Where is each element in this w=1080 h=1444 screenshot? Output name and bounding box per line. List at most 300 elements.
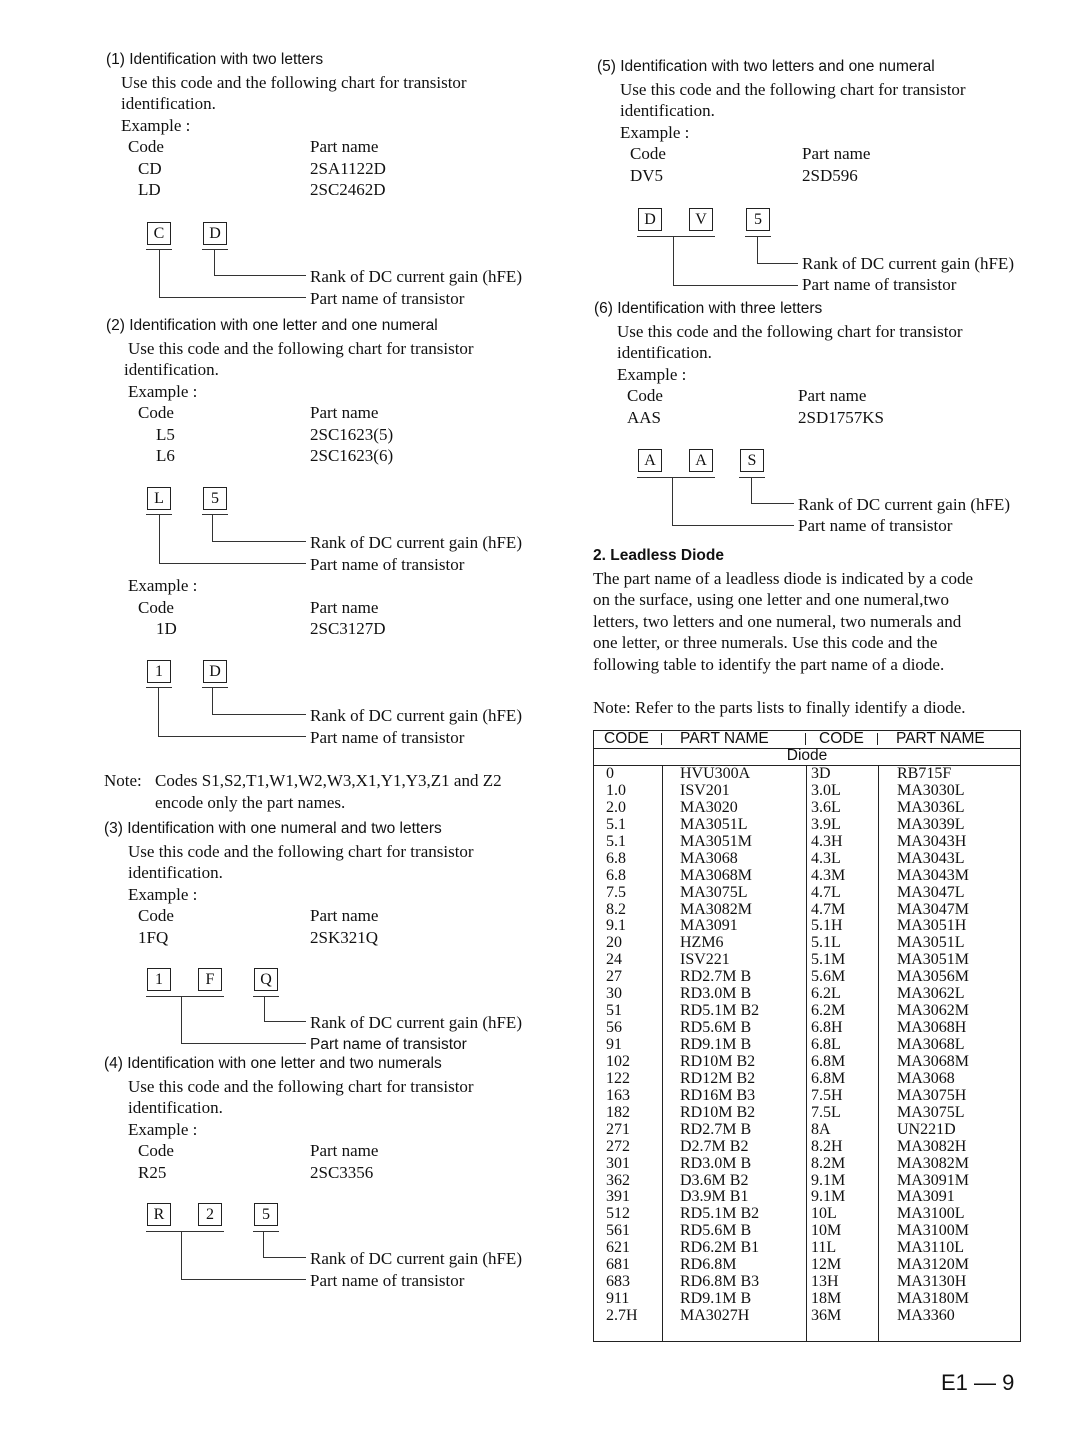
example-label: Example : <box>128 382 198 401</box>
code-box: D <box>638 208 662 231</box>
example-label: Example : <box>128 885 198 904</box>
rank-label: Rank of DC current gain (hFE) <box>310 533 522 552</box>
part-name-cell: MA3051M <box>897 951 970 969</box>
section-heading: (5) Identification with two letters and one numeral <box>597 58 935 75</box>
part-name-cell: MA3091M <box>897 1171 970 1189</box>
part-name-cell: RD5.1M B2 <box>680 1205 760 1223</box>
code-cell: 5.1 <box>606 832 626 850</box>
example-code: DV5 <box>630 166 664 185</box>
table-row <box>594 1053 1020 1070</box>
underline <box>146 1231 224 1232</box>
part-name-cell: MA3091 <box>897 1188 955 1206</box>
part-name-cell: MA3068 <box>680 849 738 867</box>
code-cell: 10M <box>811 1222 842 1240</box>
paragraph-line: on the surface, using one letter and one numeral,two <box>593 590 949 609</box>
example-code: 1FQ <box>138 928 169 947</box>
part-name-cell: MA3120M <box>897 1256 970 1274</box>
connector-line <box>212 515 213 542</box>
part-name-cell: HVU300A <box>680 765 751 782</box>
rank-label: Rank of DC current gain (hFE) <box>310 267 522 286</box>
example-code: LD <box>138 180 161 199</box>
part-name-cell: MA3047L <box>897 883 965 901</box>
part-name-cell: D3.6M B2 <box>680 1171 749 1189</box>
part-name-cell: MA3360 <box>897 1307 955 1324</box>
example-label: Example : <box>620 123 690 142</box>
code-header: Code <box>138 403 174 422</box>
part-name-cell: RD6.2M B1 <box>680 1239 760 1257</box>
code-cell: 20 <box>606 934 622 952</box>
part-name-cell: MA3075L <box>680 883 748 901</box>
example-part: 2SC2462D <box>310 180 386 199</box>
code-cell: 10L <box>811 1205 837 1223</box>
part-name-cell: MA3030L <box>897 781 965 799</box>
table-row <box>594 1002 1020 1019</box>
code-cell: 8.2 <box>606 900 626 918</box>
part-name-cell: MA3043L <box>897 849 965 867</box>
underline <box>253 1231 279 1232</box>
rank-label: Rank of DC current gain (hFE) <box>310 1013 522 1032</box>
code-cell: 182 <box>606 1103 630 1121</box>
section-text: identification. <box>124 360 219 379</box>
code-cell: 7.5H <box>811 1086 843 1104</box>
example-code: CD <box>138 159 162 178</box>
code-cell: 24 <box>606 951 622 969</box>
code-box: 5 <box>746 208 770 231</box>
part-name-cell: RD9.1M B <box>680 1036 752 1053</box>
connector-line <box>181 1043 306 1044</box>
code-box: A <box>638 449 662 472</box>
example-part: 2SC3356 <box>310 1163 374 1182</box>
code-cell: 3.6L <box>811 798 841 816</box>
connector-line <box>264 1021 306 1022</box>
code-box: A <box>689 449 713 472</box>
underline <box>637 236 715 237</box>
table-row <box>594 1019 1020 1036</box>
part-name-cell: RD3.0M B <box>680 985 752 1003</box>
table-row <box>594 1172 1020 1189</box>
underline <box>637 477 715 478</box>
part-name-cell: RD2.7M B <box>680 968 752 986</box>
part-name-cell: MA3051L <box>680 815 748 833</box>
part-name-cell: MA3056M <box>897 968 970 986</box>
section-text: Use this code and the following chart for transistor <box>128 842 474 861</box>
code-cell: 102 <box>606 1052 630 1070</box>
part-header: Part name <box>798 386 867 405</box>
code-cell: 272 <box>606 1137 630 1155</box>
example-label: Example : <box>617 365 687 384</box>
part-name-cell: MA3068M <box>897 1052 970 1070</box>
code-header: Code <box>138 906 174 925</box>
example-part: 2SD1757KS <box>798 408 884 427</box>
table-row <box>594 1138 1020 1155</box>
part-name-cell: MA3051H <box>897 917 967 935</box>
paragraph-line: following table to identify the part name of a diode. <box>593 655 945 674</box>
connector-line <box>212 541 306 542</box>
part-name-cell: MA3110L <box>897 1239 964 1257</box>
note-label: Note: <box>104 771 142 790</box>
part-header: Part name <box>310 906 379 925</box>
section-heading: (1) Identification with two letters <box>106 51 324 68</box>
example-label: Example : <box>128 1120 198 1139</box>
code-cell: 6.8 <box>606 849 626 867</box>
code-box: 1 <box>147 660 171 683</box>
code-header: Code <box>630 144 666 163</box>
code-cell: 3.0L <box>811 781 841 799</box>
part-name-cell: RD2.7M B <box>680 1120 752 1138</box>
header-divider <box>661 733 662 745</box>
underline <box>253 996 279 997</box>
underline <box>146 996 224 997</box>
table-row <box>594 1239 1020 1256</box>
code-box: S <box>740 449 764 472</box>
rank-label: Rank of DC current gain (hFE) <box>798 495 1010 514</box>
part-name-cell: RD6.8M B3 <box>680 1273 760 1291</box>
header-divider <box>805 733 806 745</box>
part-name-cell: MA3082H <box>897 1137 967 1155</box>
part-name-cell: MA3075H <box>897 1086 967 1104</box>
example-part: 2SA1122D <box>310 159 386 178</box>
section-text: identification. <box>128 863 223 882</box>
part-name-cell: D3.9M B1 <box>680 1188 749 1206</box>
connector-line <box>751 478 752 504</box>
table-row <box>594 833 1020 850</box>
code-cell: 5.1M <box>811 951 846 969</box>
code-cell: 9.1M <box>811 1188 846 1206</box>
part-name-cell: RD9.1M B <box>680 1290 752 1308</box>
code-cell: 4.3L <box>811 849 841 867</box>
connector-line <box>159 563 306 564</box>
code-cell: 681 <box>606 1256 630 1274</box>
part-name-cell: RD12M B2 <box>680 1069 756 1087</box>
table-row <box>594 1087 1020 1104</box>
example-part: 2SC1623(5) <box>310 425 394 444</box>
code-box: F <box>198 968 222 991</box>
column-header: PART NAME <box>896 730 985 747</box>
example-code: 1D <box>156 619 177 638</box>
example-label: Example : <box>128 576 198 595</box>
code-cell: 4.7M <box>811 900 846 918</box>
section-text: Use this code and the following chart for transistor <box>128 1077 474 1096</box>
code-cell: 391 <box>606 1188 630 1206</box>
part-header: Part name <box>310 598 379 617</box>
part-name-cell: MA3027H <box>680 1307 750 1324</box>
page-number: E1 — 9 <box>941 1370 1015 1395</box>
example-code: L6 <box>156 446 175 465</box>
code-cell: 18M <box>811 1290 842 1308</box>
example-label: Example : <box>121 116 191 135</box>
part-name-cell: ISV221 <box>680 951 730 969</box>
table-row <box>594 951 1020 968</box>
part-name-cell: MA3062L <box>897 985 965 1003</box>
code-cell: 621 <box>606 1239 630 1257</box>
section-text: identification. <box>128 1098 223 1117</box>
code-cell: 2.7H <box>606 1307 638 1324</box>
table-row <box>594 799 1020 816</box>
section-text: Use this code and the following chart for transistor <box>620 80 966 99</box>
connector-line <box>181 1232 182 1280</box>
part-name-cell: UN221D <box>897 1120 956 1138</box>
section-heading: (4) Identification with one letter and two numerals <box>104 1055 442 1072</box>
part-name-cell: MA3130H <box>897 1273 967 1291</box>
section-text: Use this code and the following chart for transistor <box>121 73 467 92</box>
connector-line <box>214 275 306 276</box>
code-cell: 4.3H <box>811 832 843 850</box>
code-cell: 1.0 <box>606 781 626 799</box>
connector-line <box>181 997 182 1044</box>
code-cell: 27 <box>606 968 622 986</box>
code-cell: 7.5L <box>811 1103 841 1121</box>
table-row <box>594 1290 1020 1307</box>
table-row <box>594 968 1020 985</box>
code-cell: 5.1L <box>811 934 841 952</box>
part-name-cell: MA3039L <box>897 815 965 833</box>
code-cell: 11L <box>811 1239 837 1257</box>
table-subheader: Diode <box>594 748 1020 766</box>
code-cell: 911 <box>606 1290 630 1308</box>
part-name-cell: D2.7M B2 <box>680 1137 749 1155</box>
code-header: Code <box>128 137 164 156</box>
code-box: Q <box>254 968 278 991</box>
table-row <box>594 934 1020 951</box>
underline <box>202 687 228 688</box>
part-name-cell: MA3043H <box>897 832 967 850</box>
connector-line <box>158 688 159 737</box>
code-header: Code <box>138 598 174 617</box>
part-label: Part name of transistor <box>310 555 465 574</box>
code-cell: 30 <box>606 985 622 1003</box>
code-cell: 91 <box>606 1036 622 1053</box>
connector-line <box>757 237 758 264</box>
table-row <box>594 1222 1020 1239</box>
example-part: 2SK321Q <box>310 928 379 947</box>
code-cell: 6.2M <box>811 1002 846 1020</box>
code-cell: 2.0 <box>606 798 626 816</box>
connector-line <box>212 688 213 715</box>
connector-line <box>672 525 794 526</box>
table-row <box>594 816 1020 833</box>
connector-line <box>263 1232 264 1258</box>
part-header: Part name <box>802 144 871 163</box>
code-cell: 3.9L <box>811 815 841 833</box>
section-text: Use this code and the following chart for transistor <box>617 322 963 341</box>
part-name-cell: MA3082M <box>680 900 753 918</box>
paragraph-line: The part name of a leadless diode is indicated by a code <box>593 569 973 588</box>
section-text: Use this code and the following chart for transistor <box>128 339 474 358</box>
code-header: Code <box>627 386 663 405</box>
code-cell: 13H <box>811 1273 839 1291</box>
code-cell: 271 <box>606 1120 630 1138</box>
section-title: 2. Leadless Diode <box>593 547 724 564</box>
code-cell: 4.3M <box>811 866 846 884</box>
part-name-cell: MA3036L <box>897 798 965 816</box>
table-row <box>594 765 1020 782</box>
section-text: identification. <box>121 94 216 113</box>
code-cell: 122 <box>606 1069 630 1087</box>
example-code: L5 <box>156 425 175 444</box>
underline <box>202 514 228 515</box>
part-name-cell: ISV201 <box>680 781 730 799</box>
rank-label: Rank of DC current gain (hFE) <box>310 706 522 725</box>
code-cell: 301 <box>606 1154 630 1172</box>
paragraph-line: letters, two letters and one numeral, two numerals and <box>593 612 962 631</box>
part-name-cell: RD6.8M <box>680 1256 737 1274</box>
connector-line <box>181 1279 306 1280</box>
code-cell: 8.2M <box>811 1154 846 1172</box>
connector-line <box>673 237 674 286</box>
table-row <box>594 884 1020 901</box>
connector-line <box>158 736 306 737</box>
part-label: Part name of transistor <box>802 275 957 294</box>
part-header: Part name <box>310 137 379 156</box>
code-cell: 5.6M <box>811 968 846 986</box>
connector-line <box>673 285 798 286</box>
code-cell: 6.8H <box>811 1019 843 1037</box>
code-box: L <box>147 487 171 510</box>
part-name-cell: RD16M B3 <box>680 1086 756 1104</box>
code-cell: 8A <box>811 1120 831 1138</box>
code-cell: 6.8L <box>811 1036 841 1053</box>
table-row <box>594 782 1020 799</box>
part-name-cell: MA3068H <box>897 1019 967 1037</box>
part-name-cell: RB715F <box>897 765 952 782</box>
table-row <box>594 1121 1020 1138</box>
code-cell: 362 <box>606 1171 630 1189</box>
connector-line <box>159 250 160 298</box>
example-part: 2SC1623(6) <box>310 446 394 465</box>
part-name-cell: RD3.0M B <box>680 1154 752 1172</box>
column-header: CODE <box>819 730 864 747</box>
part-name-cell: MA3068M <box>680 866 753 884</box>
connector-line <box>757 263 798 264</box>
section-heading: (2) Identification with one letter and one numeral <box>106 317 438 334</box>
part-name-cell: MA3100M <box>897 1222 970 1240</box>
code-box: C <box>147 222 171 245</box>
code-cell: 9.1 <box>606 917 626 935</box>
code-header: Code <box>138 1141 174 1160</box>
table-row <box>594 1188 1020 1205</box>
part-name-cell: RD10M B2 <box>680 1103 756 1121</box>
connector-line <box>751 503 794 504</box>
code-cell: 36M <box>811 1307 842 1324</box>
part-name-cell: RD5.6M B <box>680 1019 752 1037</box>
part-name-cell: MA3082M <box>897 1154 970 1172</box>
code-cell: 5.1H <box>811 917 843 935</box>
example-part: 2SC3127D <box>310 619 386 638</box>
example-code: R25 <box>138 1163 167 1182</box>
part-name-cell: RD5.1M B2 <box>680 1002 760 1020</box>
code-box: D <box>203 222 227 245</box>
table-row <box>594 1307 1020 1324</box>
code-cell: 683 <box>606 1273 630 1291</box>
section-text: identification. <box>620 101 715 120</box>
connector-line <box>212 714 306 715</box>
code-cell: 7.5 <box>606 883 626 901</box>
part-header: Part name <box>310 403 379 422</box>
connector-line <box>159 515 160 564</box>
code-box: 2 <box>198 1203 222 1226</box>
column-header: PART NAME <box>680 730 769 747</box>
part-name-cell: MA3043M <box>897 866 970 884</box>
column-header: CODE <box>604 730 649 747</box>
code-cell: 6.8M <box>811 1052 846 1070</box>
part-header: Part name <box>310 1141 379 1160</box>
table-body <box>594 765 1020 1324</box>
table-row <box>594 867 1020 884</box>
code-cell: 6.2L <box>811 985 841 1003</box>
table-row <box>594 1155 1020 1172</box>
table-row <box>594 1070 1020 1087</box>
part-name-cell: HZM6 <box>680 934 724 952</box>
table-row <box>594 901 1020 918</box>
code-cell: 51 <box>606 1002 622 1020</box>
note-text: Codes S1,S2,T1,W1,W2,W3,X1,Y1,Y3,Z1 and Z2 <box>155 771 502 790</box>
code-cell: 5.1 <box>606 815 626 833</box>
code-box: 1 <box>147 968 171 991</box>
connector-line <box>214 250 215 276</box>
part-name-cell: MA3091 <box>680 917 738 935</box>
note-text: Note: Refer to the parts lists to finally identify a diode. <box>593 698 966 717</box>
note-text: encode only the part names. <box>155 793 346 812</box>
part-name-cell: MA3051L <box>897 934 965 952</box>
code-cell: 12M <box>811 1256 842 1274</box>
example-code: AAS <box>627 408 662 427</box>
part-name-cell: MA3051M <box>680 832 753 850</box>
part-label: Part name of transistor <box>798 516 953 535</box>
part-label: Part name of transistor <box>310 289 465 308</box>
paragraph-line: one letter, or three numerals. Use this code and the <box>593 633 938 652</box>
part-name-cell: MA3180M <box>897 1290 970 1308</box>
code-cell: 163 <box>606 1086 630 1104</box>
code-cell: 0 <box>606 765 614 782</box>
code-cell: 512 <box>606 1205 630 1223</box>
table-row <box>594 1205 1020 1222</box>
code-cell: 56 <box>606 1019 622 1037</box>
code-box: D <box>203 660 227 683</box>
part-label: Part name of transistor <box>310 728 465 747</box>
part-label: Part name of transistor <box>310 1271 465 1290</box>
rank-label: Rank of DC current gain (hFE) <box>802 254 1014 273</box>
table-row <box>594 1104 1020 1121</box>
part-name-cell: MA3062M <box>897 1002 970 1020</box>
part-name-cell: RD5.6M B <box>680 1222 752 1240</box>
diode-table <box>593 730 1021 1342</box>
code-box: V <box>689 208 713 231</box>
section-heading: (6) Identification with three letters <box>594 300 823 317</box>
table-row <box>594 985 1020 1002</box>
table-row <box>594 1256 1020 1273</box>
code-cell: 6.8 <box>606 866 626 884</box>
code-cell: 561 <box>606 1222 630 1240</box>
part-name-cell: MA3068L <box>897 1036 965 1053</box>
code-cell: 3D <box>811 765 831 782</box>
part-label: Part name of transistor <box>310 1036 467 1053</box>
connector-line <box>159 297 306 298</box>
code-cell: 4.7L <box>811 883 841 901</box>
code-box: 5 <box>254 1203 278 1226</box>
table-row <box>594 1036 1020 1053</box>
example-part: 2SD596 <box>802 166 858 185</box>
part-name-cell: MA3047M <box>897 900 970 918</box>
part-name-cell: MA3075L <box>897 1103 965 1121</box>
section-text: identification. <box>617 343 712 362</box>
code-box: R <box>147 1203 171 1226</box>
part-name-cell: MA3020 <box>680 798 738 816</box>
code-cell: 9.1M <box>811 1171 846 1189</box>
connector-line <box>264 997 265 1022</box>
connector-line <box>263 1257 306 1258</box>
table-row <box>594 917 1020 934</box>
part-name-cell: RD10M B2 <box>680 1052 756 1070</box>
